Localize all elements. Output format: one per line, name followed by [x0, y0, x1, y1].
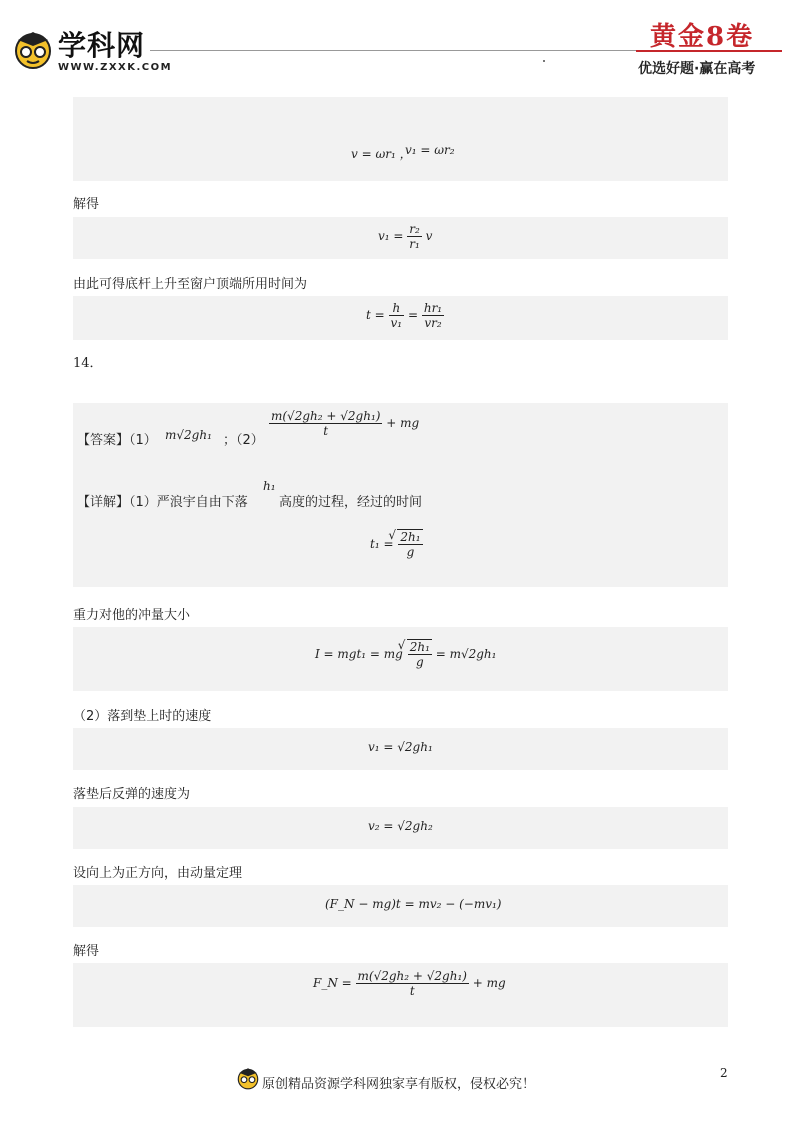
- equation: v₁ = √2gh₁: [368, 740, 433, 754]
- copyright-notice: 原创精品资源学科网独家享有版权，侵权必究！: [262, 1077, 536, 1092]
- paragraph-text: 解得: [73, 197, 100, 212]
- header-dot: [543, 60, 545, 62]
- equation: v₁ = $\frac{\text{r₂}}{\text{r₁}}$ v: [378, 222, 433, 251]
- page-header: [0, 0, 800, 90]
- logo-face-icon: [12, 28, 54, 70]
- answer-separator: ；（2）: [223, 433, 264, 448]
- equation-box: [73, 627, 728, 691]
- series-slogan: 优选好题·赢在高考: [638, 61, 756, 77]
- paragraph-text: （2）落到垫上时的速度: [73, 709, 212, 724]
- paragraph-text: 落垫后反弹的速度为: [73, 787, 191, 802]
- detail-text: 高度的过程，经过的时间: [279, 495, 423, 510]
- series-title: 黄金8卷: [650, 22, 755, 52]
- equation: I = mgt₁ = mg √ $\frac{\text{2h₁}}{g}$ = m√2gh₁: [315, 639, 496, 669]
- paragraph-text: 重力对他的冲量大小: [73, 608, 191, 623]
- paragraph-text: 设向上为正方向，由动量定理: [73, 866, 243, 881]
- question-number: 14．: [73, 356, 103, 371]
- equation-box: [73, 296, 728, 340]
- detail-label: 【详解】（1）严浪宇自由下落: [77, 495, 248, 510]
- paragraph-text: 由此可得底杆上升至窗户顶端所用时间为: [73, 277, 308, 292]
- answer-box: [73, 403, 728, 587]
- equation: (F_N − mg)t = mv₂ − (−mv₁): [325, 897, 502, 911]
- equation: v₁ = ωr₂: [405, 143, 455, 157]
- equation-box: [73, 97, 728, 181]
- equation-box: [73, 885, 728, 927]
- header-divider: [150, 50, 636, 51]
- detail-variable: h₁: [263, 479, 276, 493]
- equation: F_N = $\frac{\text{m(√2gh₂ + √2gh₁)}}{t}$ + mg: [313, 969, 506, 998]
- page-number: 2: [720, 1066, 728, 1080]
- footer-logo-icon: [236, 1066, 260, 1090]
- equation: v = ωr₁ ，: [351, 147, 412, 161]
- equation: t₁ = √ $\frac{\text{2h₁}}{g}$: [370, 529, 423, 559]
- equation: v₂ = √2gh₂: [368, 819, 433, 833]
- paragraph-text: 解得: [73, 944, 100, 959]
- answer-label: 【答案】（1）: [77, 433, 157, 448]
- equation-box: [73, 217, 728, 259]
- answer-part1: m√2gh₁: [165, 428, 212, 442]
- equation-box: [73, 963, 728, 1027]
- equation: t = $\frac{h}{\text{v₁}}$ = $\frac{\text{hr₁}}{\text{vr₂}}$: [366, 301, 443, 330]
- equation-box: [73, 807, 728, 849]
- answer-part2: $\frac{\text{m(√2gh₂ + √2gh₁)}}{t}$ + mg: [271, 409, 420, 438]
- brand-name: 学科网: [58, 29, 146, 62]
- equation-box: [73, 728, 728, 770]
- brand-url: WWW.ZXXK.COM: [58, 62, 173, 73]
